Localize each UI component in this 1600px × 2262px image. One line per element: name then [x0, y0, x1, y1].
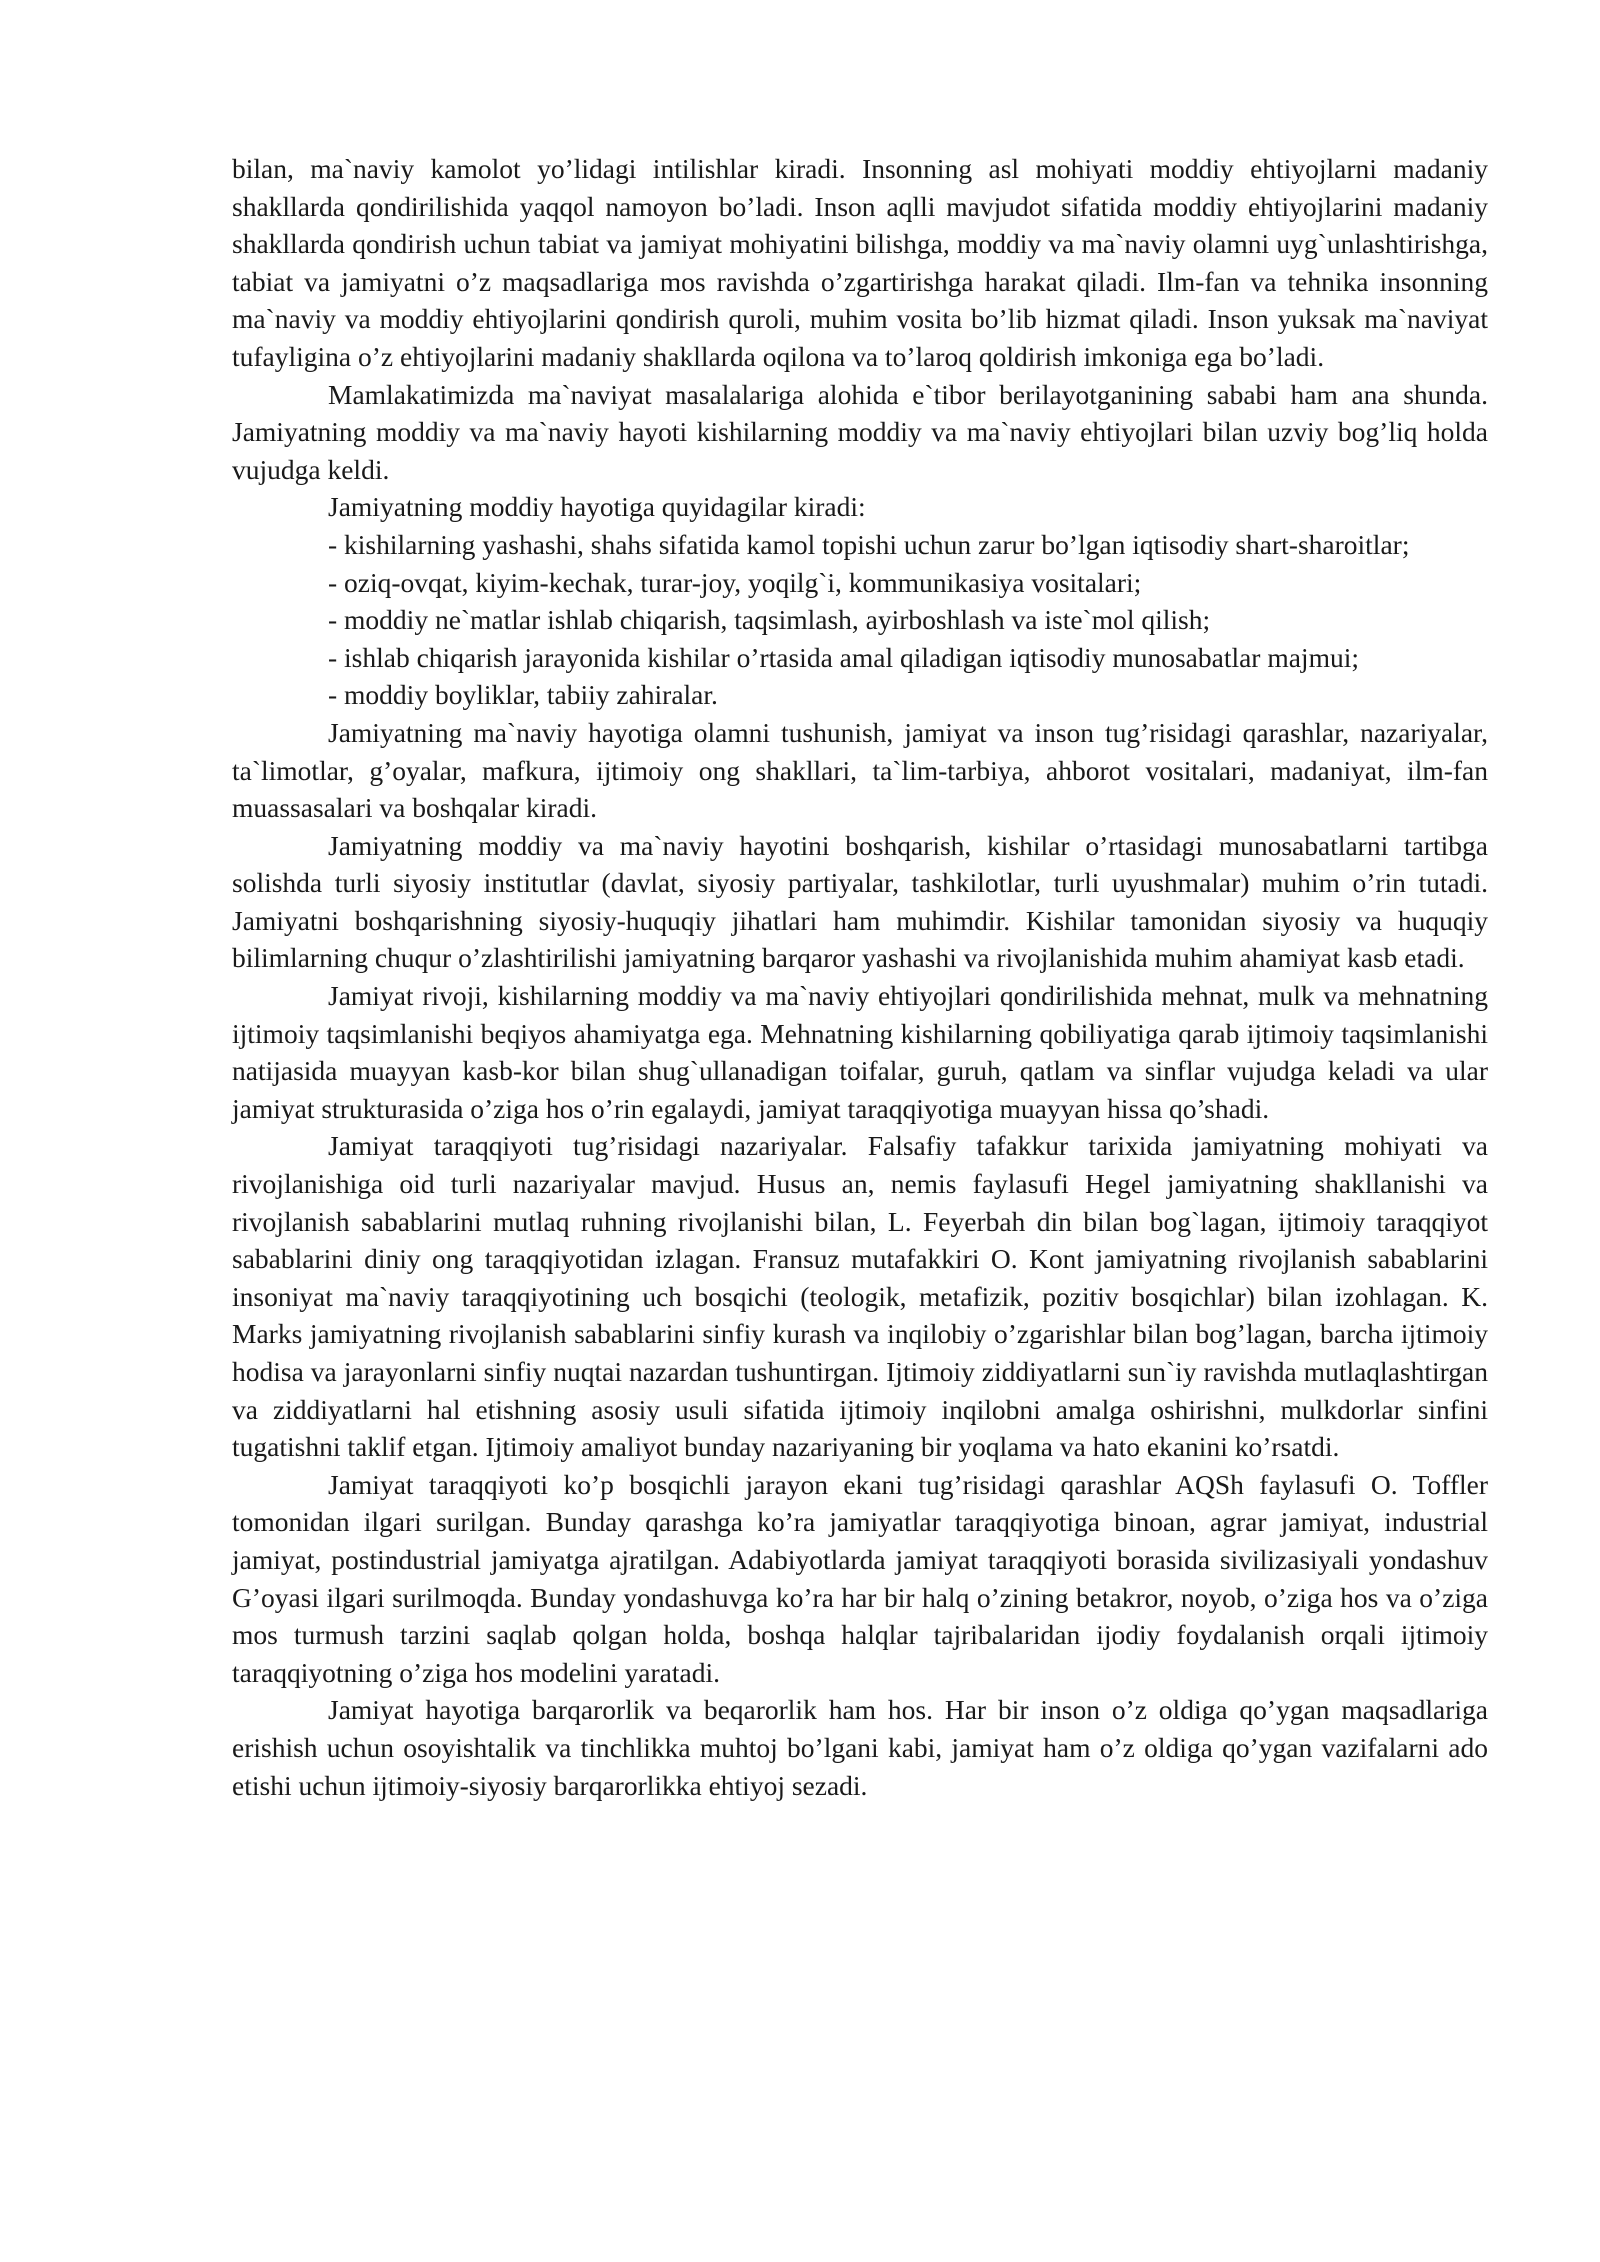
- paragraph-2: Mamlakatimizda ma`naviyat masalalariga alohida e`tibor berilayotganining sababi ham ana shunda. Jamiyatning moddiy va ma`naviy hayoti kishilarning moddiy va ma`naviy ehtiyojlari bilan uzviy bog’liq holda vujudga keldi.: [232, 378, 1488, 485]
- document-body: [232, 150, 1488, 1804]
- paragraph-6: Jamiyat rivoji, kishilarning moddiy va ma`naviy ehtiyojlari qondirilishida mehnat, mulk va mehnatning ijtimoiy taqsimlanishi beqiyos ahamiyatga ega. Mehnatning kishilarning qobiliyatiga qarab ijtimoiy taqsimlanishi natijasida muayyan kasb-kor bilan shug`ullanadigan toifalar, guruh, qatlam va sinflar vujudga keladi va ular jamiyat strukturasida o’ziga hos o’rin egalaydi, jamiyat taraqqiyotiga muayyan hissa qo’shadi.: [232, 980, 1488, 1124]
- list-item-5: - moddiy boyliklar, tabiiy zahiralar.: [328, 679, 718, 711]
- paragraph-4: Jamiyatning ma`naviy hayotiga olamni tushunish, jamiyat va inson tug’risidagi qarashlar, nazariyalar, ta`limotlar, g’oyalar, mafkura, ijtimoiy ong shakllari, ta`lim-tarbiya, ahborot vositalari, madaniyat, ilm-fan muassasalari va boshqalar kiradi.: [232, 716, 1488, 824]
- paragraph-7: Jamiyat taraqqiyoti tug’risidagi nazariyalar. Falsafiy tafakkur tarixida jamiyatning mohiyati va rivojlanishiga oid turli nazariyalar mavjud. Husus an, nemis faylasufi Hegel jamiyatning shakllanishi va rivojlanish sabablarini mutlaq ruhning rivojlanishi bilan, L. Feyerbah din bilan bog`lagan, ijtimoiy taraqqiyot sabablarini diniy ong taraqqiyotidan izlagan. Fransuz mutafakkiri O. Kont jamiyatning rivojlanish sabablarini insoniyat ma`naviy taraqqiyotining uch bosqichi (teologik, metafizik, pozitiv bosqichlar) bilan izohlagan. K. Marks jamiyatning rivojlanish sabablarini sinfiy kurash va inqilobiy o’zgarishlar bilan bog’lagan, barcha ijtimoiy hodisa va jarayonlarni sinfiy nuqtai nazardan tushuntirgan. Ijtimoiy ziddiyatlarni sun`iy ravishda mutlaqlashtirgan va ziddiyatlarni hal etishning asosiy usuli sifatida ijtimoiy inqilobni amalga oshirishni, mulkdorlar sinfini tugatishni taklif etgan. Ijtimoiy amaliyot bunday nazariyaning bir yoqlama va hato ekanini ko’rsatdi.: [232, 1130, 1488, 1463]
- paragraph-8: Jamiyat taraqqiyoti ko’p bosqichli jarayon ekani tug’risidagi qarashlar AQSh faylasufi O. Toffler tomonidan ilgari surilgan. Bunday qarashga ko’ra jamiyatlar taraqqiyotiga binoan, agrar jamiyat, industrial jamiyat, postindustrial jamiyatga ajratilgan. Adabiyotlarda jamiyat taraqqiyoti borasida sivilizasiyali yondashuv G’oyasi ilgari surilmoqda. Bunday yondashuvga ko’ra har bir halq o’zining betakror, noyob, o’ziga hos va o’ziga mos turmush tarzini saqlab qolgan holda, boshqa halqlar tajribalaridan ijodiy foydalanish orqali ijtimoiy taraqqiyotning o’ziga hos modelini yaratadi.: [232, 1468, 1488, 1688]
- paragraph-5: Jamiyatning moddiy va ma`naviy hayotini boshqarish, kishilar o’rtasidagi munosabatlarni tartibga solishda turli siyosiy institutlar (davlat, siyosiy partiyalar, tashkilotlar, turli uyushmalar) muhim o’rin tutadi. Jamiyatni boshqarishning siyosiy-huquqiy jihatlari ham muhimdir. Kishilar tamonidan siyosiy va huquqiy bilimlarning chuqur o’zlashtirilishi jamiyatning barqaror yashashi va rivojlanishida muhim ahamiyat kasb etadi.: [232, 829, 1488, 974]
- list-item-2: - oziq-ovqat, kiyim-kechak, turar-joy, yoqilg`i, kommunikasiya vositalari;: [328, 566, 1142, 598]
- paragraph-1: bilan, ma`naviy kamolot yo’lidagi intilishlar kiradi. Insonning asl mohiyati moddiy ehtiyojlarni madaniy shakllarda qondirilishida yaqqol namoyon bo’ladi. Inson aqlli mavjudot sifatida moddiy ehtiyojlarini madaniy shakllarda qondirish uchun tabiat va jamiyat mohiyatini bilishga, moddiy va ma`naviy olamni uyg`unlashtirishga, tabiat va jamiyatni o’z maqsadlariga mos ravishda o’zgartirishga harakat qiladi. Ilm-fan va tehnika insonning ma`naviy va moddiy ehtiyojlarini qondirish quroli, muhim vosita bo’lib hizmat qiladi. Inson yuksak ma`naviyat tufayligina o’z ehtiyojlarini madaniy shakllarda oqilona va to’laroq qoldirish imkoniga ega bo’ladi.: [232, 153, 1488, 372]
- list-item-1: - kishilarning yashashi, shahs sifatida kamol topishi uchun zarur bo’lgan iqtisodiy shart-sharoitlar;: [328, 528, 1410, 560]
- paragraph-3: Jamiyatning moddiy hayotiga quyidagilar kiradi:: [328, 491, 866, 523]
- list-item-3: - moddiy ne`matlar ishlab chiqarish, taqsimlash, ayirboshlash va iste`mol qilish;: [328, 604, 1211, 636]
- list-item-4: - ishlab chiqarish jarayonida kishilar o’rtasida amal qiladigan iqtisodiy munosabatlar majmui;: [328, 641, 1359, 673]
- paragraph-9: Jamiyat hayotiga barqarorlik va beqarorlik ham hos. Har bir inson o’z oldiga qo’ygan maqsadlariga erishish uchun osoyishtalik va tinchlikka muhtoj bo’lgani kabi, jamiyat ham o’z oldiga qo’ygan vazifalarni ado etishi uchun ijtimoiy-siyosiy barqarorlikka ehtiyoj sezadi.: [232, 1694, 1488, 1801]
